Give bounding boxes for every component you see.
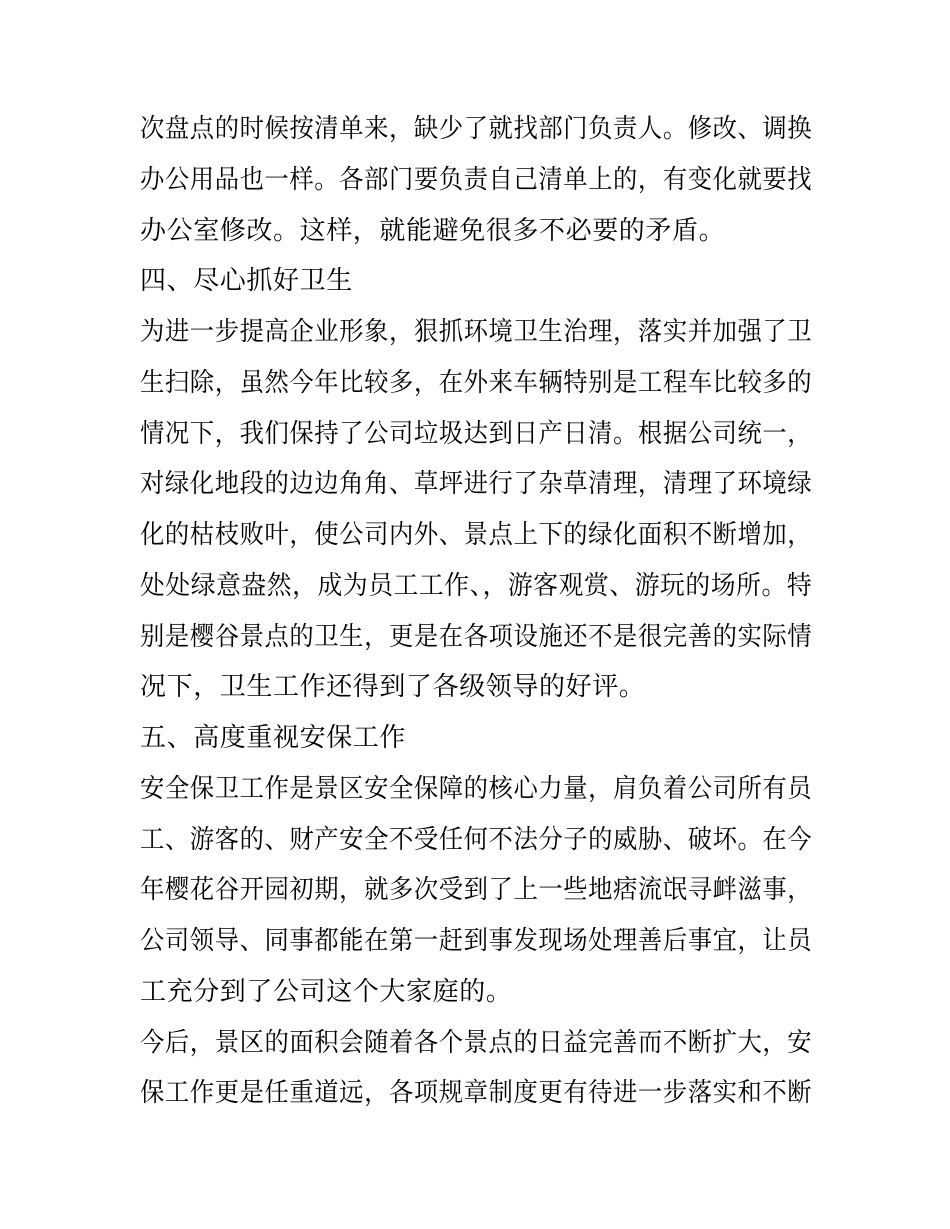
text-line: 对绿化地段的边边角角、草坪进行了杂草清理，清理了环境绿 bbox=[140, 469, 813, 499]
section-heading: 四、尽心抓好卫生 bbox=[140, 266, 353, 296]
text-line: 年樱花谷开园初期，就多次受到了上一些地痞流氓寻衅滋事， bbox=[140, 875, 813, 905]
text-line: 今后，景区的面积会随着各个景点的日益完善而不断扩大，安 bbox=[140, 1028, 813, 1058]
text-line: 别是樱谷景点的卫生，更是在各项设施还不是很完善的实际情 bbox=[140, 622, 813, 652]
text-line: 办公用品也一样。各部门要负责自己清单上的，有变化就要找 bbox=[140, 165, 813, 195]
text-line: 公司领导、同事都能在第一赶到事发现场处理善后事宜，让员 bbox=[140, 926, 813, 956]
text-line: 情况下，我们保持了公司垃圾达到日产日清。根据公司统一， bbox=[140, 419, 813, 449]
text-line: 生扫除，虽然今年比较多，在外来车辆特别是工程车比较多的 bbox=[140, 368, 813, 398]
text-line: 办公室修改。这样，就能避免很多不必要的矛盾。 bbox=[140, 216, 726, 246]
text-line: 化的枯枝败叶，使公司内外、景点上下的绿化面积不断增加， bbox=[140, 520, 813, 550]
text-line: 处处绿意盎然，成为员工工作、，游客观赏、游玩的场所。特 bbox=[140, 571, 813, 601]
text-line: 工、游客的、财产安全不受任何不法分子的威胁、破坏。在今 bbox=[140, 825, 813, 855]
text-line: 工充分到了公司这个大家庭的。 bbox=[140, 977, 513, 1007]
text-line: 况下，卫生工作还得到了各级领导的好评。 bbox=[140, 672, 646, 702]
text-line: 安全保卫工作是景区安全保障的核心力量，肩负着公司所有员 bbox=[140, 774, 813, 804]
section-heading: 五、高度重视安保工作 bbox=[140, 723, 407, 753]
text-line: 次盘点的时候按清单来，缺少了就找部门负责人。修改、调换 bbox=[140, 114, 813, 144]
text-line: 为进一步提高企业形象，狠抓环境卫生治理，落实并加强了卫 bbox=[140, 317, 813, 347]
text-line: 保工作更是任重道远，各项规章制度更有待进一步落实和不断 bbox=[140, 1078, 813, 1108]
